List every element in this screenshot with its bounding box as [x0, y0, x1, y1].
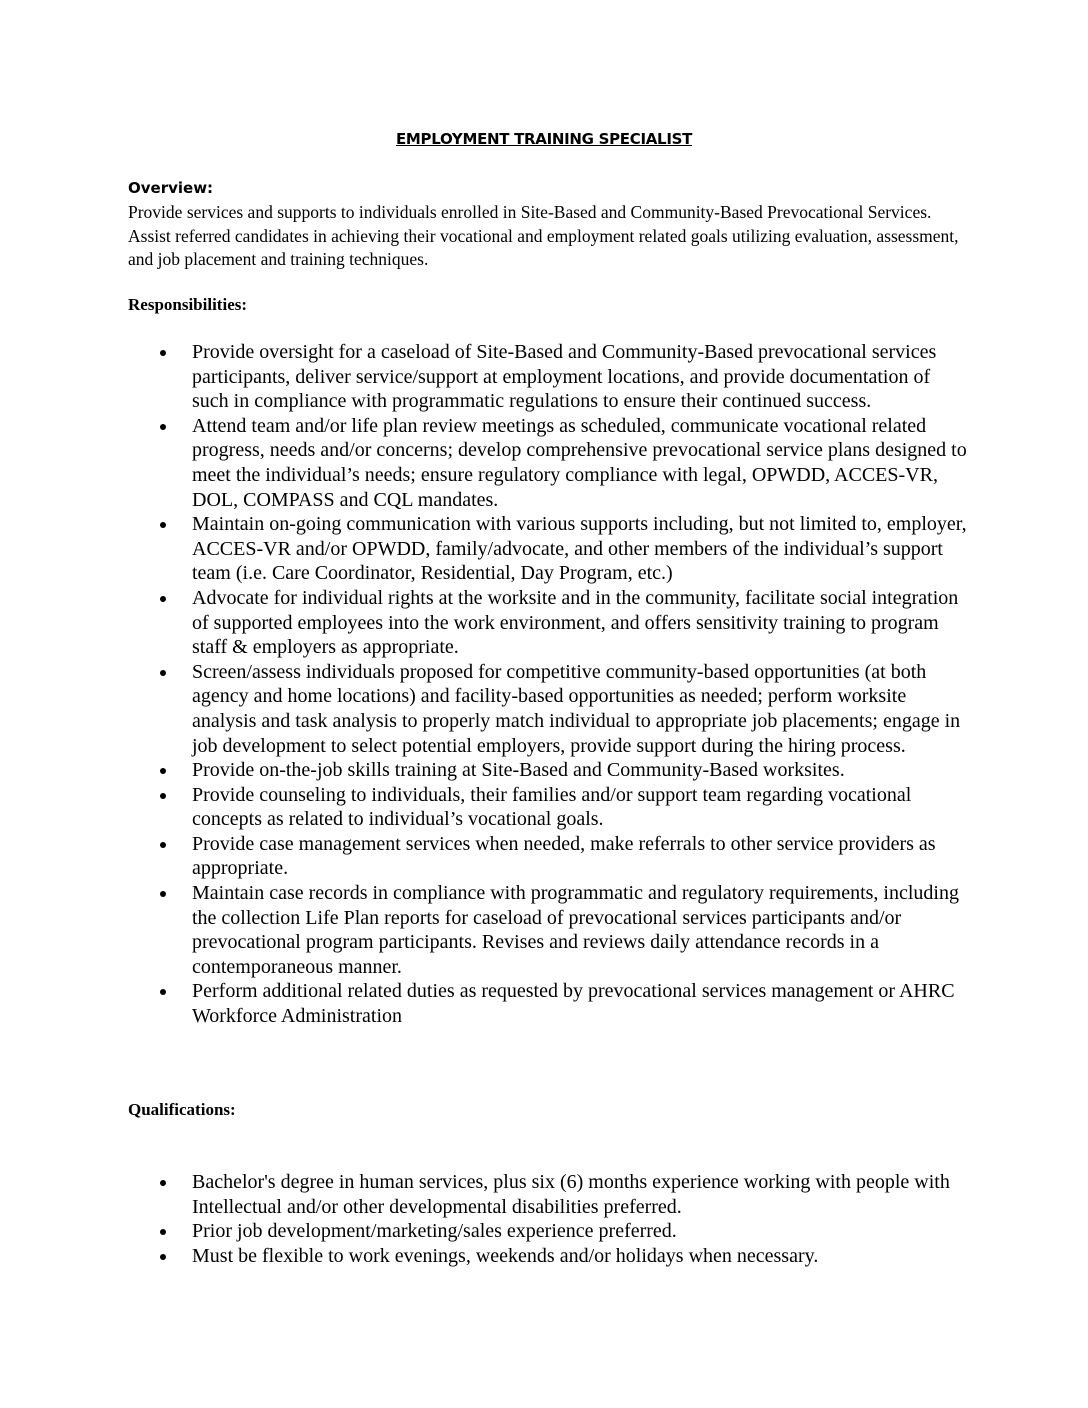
- bullet-icon: [160, 670, 166, 676]
- bullet-icon: [160, 842, 166, 848]
- bullet-icon: [160, 522, 166, 528]
- bullet-icon: [160, 891, 166, 897]
- list-item-text: Prior job development/marketing/sales experience preferred.: [192, 1220, 677, 1243]
- list-item: [160, 340, 970, 414]
- qualifications-heading: Qualifications:: [128, 1100, 236, 1119]
- bullet-icon: [160, 793, 166, 799]
- qualifications-list: [160, 1170, 970, 1268]
- list-item-text: Maintain case records in compliance with programmatic and regulatory requirements, including the collection Life Plan reports for caseload of prevocational services participants and/or prevocational program participants. Revises and reviews daily attendance records in a contemporaneous manner.: [192, 882, 959, 978]
- list-item: [160, 1244, 970, 1269]
- list-item-text: Provide on-the-job skills training at Site-Based and Community-Based worksites.: [192, 759, 845, 782]
- list-item-text: Attend team and/or life plan review meetings as scheduled, communicate vocational related progress, needs and/or concerns; develop comprehensive prevocational service plans designed to meet the individual’s needs; ensure regulatory compliance with legal, OPWDD, ACCES-VR, DOL, COMPASS and CQL mandates.: [192, 414, 967, 511]
- responsibilities-heading: Responsibilities:: [128, 295, 248, 314]
- list-item-text: Must be flexible to work evenings, weekends and/or holidays when necessary.: [192, 1244, 819, 1267]
- list-item: [160, 881, 970, 979]
- list-item-text: Perform additional related duties as requested by prevocational services management or AHRC Workforce Administration: [192, 980, 955, 1028]
- bullet-icon: [160, 1254, 166, 1260]
- list-item-text: Advocate for individual rights at the worksite and in the community, facilitate social integration of supported employees into the work environment, and offers sensitivity training to program staff & employers as appropriate.: [192, 586, 959, 659]
- bullet-icon: [160, 989, 166, 995]
- list-item: [160, 979, 970, 1028]
- list-item-text: Provide oversight for a caseload of Site-Based and Community-Based prevocational services participants, deliver service/support at employment locations, and provide documentation of such in compliance with programmatic regulations to ensure their continued success.: [192, 341, 937, 413]
- list-item-text: Maintain on-going communication with various supports including, but not limited to, employer, ACCES-VR and/or OPWDD, family/advocate, and other members of the individual’s support team (i.e. Care Coordinator, Residential, Day Program, etc.): [192, 513, 967, 585]
- list-item: [160, 414, 970, 512]
- overview-text: Provide services and supports to individuals enrolled in Site-Based and Community-Based Prevocational Services. Assist referred candidates in achieving their vocational and employment related goals utilizing evaluation, assessment, and job placement and training techniques.: [128, 202, 959, 269]
- list-item-text: Screen/assess individuals proposed for competitive community-based opportunities (at both agency and home locations) and facility-based opportunities as needed; perform worksite analysis and task analysis to properly match individual to appropriate job placements; engage in job development to select potential employers, provide support during the hiring process.: [192, 660, 961, 757]
- bullet-icon: [160, 1229, 166, 1235]
- list-item: [160, 1170, 970, 1219]
- list-item-text: Provide case management services when needed, make referrals to other service providers as appropriate.: [192, 832, 936, 880]
- bullet-icon: [160, 768, 166, 774]
- list-item-text: Bachelor's degree in human services, plus six (6) months experience working with people with Intellectual and/or other developmental disabilities preferred.: [192, 1171, 950, 1218]
- list-item: [160, 783, 970, 832]
- list-item: [160, 832, 970, 881]
- bullet-icon: [160, 596, 166, 602]
- bullet-icon: [160, 1180, 166, 1186]
- overview-heading: Overview:: [128, 179, 214, 197]
- list-item: [160, 758, 970, 783]
- list-item: [160, 512, 970, 586]
- responsibilities-list: [160, 340, 970, 1029]
- bullet-icon: [160, 350, 166, 356]
- list-item-text: Provide counseling to individuals, their families and/or support team regarding vocational concepts as related to individual’s vocational goals.: [192, 783, 912, 831]
- page-title: EMPLOYMENT TRAINING SPECIALIST: [395, 130, 693, 148]
- list-item: [160, 586, 970, 660]
- list-item: [160, 660, 970, 758]
- bullet-icon: [160, 424, 166, 430]
- list-item: [160, 1219, 970, 1244]
